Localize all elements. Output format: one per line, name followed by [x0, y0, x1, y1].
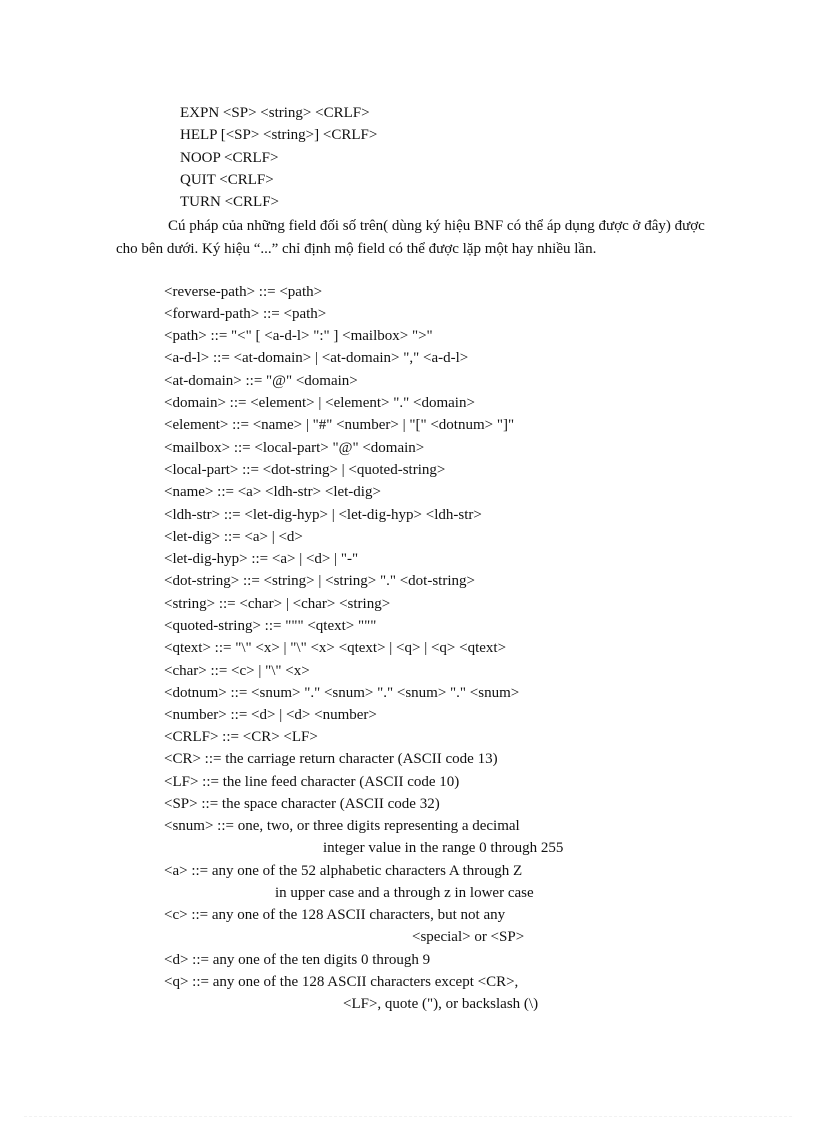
grammar-rule: <SP> ::= the space character (ASCII code 32) [164, 796, 440, 812]
grammar-rule: <LF> ::= the line feed character (ASCII code 10) [164, 774, 460, 790]
grammar-rule: <forward-path> ::= <path> [164, 306, 327, 322]
grammar-rule: <number> ::= <d> | <d> <number> [164, 707, 377, 723]
grammar-rule: <dot-string> ::= <string> | <string> "." <dot-string> [164, 573, 475, 589]
grammar-rule: <element> ::= <name> | "#" <number> | "[" <dotnum> "]" [164, 417, 515, 433]
grammar-rule: <CRLF> ::= <CR> <LF> [164, 729, 318, 745]
command-line: HELP [<SP> <string>] <CRLF> [180, 127, 378, 143]
snum-definition-continued: integer value in the range 0 through 255 [323, 840, 564, 856]
grammar-rule: <local-part> ::= <dot-string> | <quoted-string> [164, 462, 446, 478]
a-definition-continued: in upper case and a through z in lower case [275, 885, 534, 901]
grammar-rule: <ldh-str> ::= <let-dig-hyp> | <let-dig-hyp> <ldh-str> [164, 507, 482, 523]
grammar-rule: <char> ::= <c> | "\" <x> [164, 663, 310, 679]
grammar-rule: <mailbox> ::= <local-part> "@" <domain> [164, 440, 425, 456]
grammar-rule: <CR> ::= the carriage return character (ASCII code 13) [164, 751, 498, 767]
grammar-rule: <at-domain> ::= "@" <domain> [164, 373, 358, 389]
grammar-rule: <a-d-l> ::= <at-domain> | <at-domain> "," <a-d-l> [164, 350, 469, 366]
c-definition: <c> ::= any one of the 128 ASCII characters, but not any [164, 907, 506, 923]
page-bottom-divider [24, 1116, 792, 1117]
grammar-rule: <name> ::= <a> <ldh-str> <let-dig> [164, 484, 381, 500]
command-line: QUIT <CRLF> [180, 172, 274, 188]
q-definition: <q> ::= any one of the 128 ASCII characters except <CR>, [164, 974, 519, 990]
grammar-rule: <qtext> ::= "\" <x> | "\" <x> <qtext> | <q> | <q> <qtext> [164, 640, 507, 656]
q-definition-continued: <LF>, quote ("), or backslash (\) [343, 996, 539, 1012]
a-definition: <a> ::= any one of the 52 alphabetic characters A through Z [164, 863, 523, 879]
grammar-rule: <path> ::= "<" [ <a-d-l> ":" ] <mailbox> ">" [164, 328, 433, 344]
d-definition: <d> ::= any one of the ten digits 0 through 9 [164, 952, 431, 968]
grammar-rule: <string> ::= <char> | <char> <string> [164, 596, 391, 612]
command-line: TURN <CRLF> [180, 194, 280, 210]
snum-definition: <snum> ::= one, two, or three digits representing a decimal [164, 818, 520, 834]
grammar-rule: <reverse-path> ::= <path> [164, 284, 323, 300]
grammar-rule: <dotnum> ::= <snum> "." <snum> "." <snum> "." <snum> [164, 685, 520, 701]
grammar-rule: <let-dig-hyp> ::= <a> | <d> | "-" [164, 551, 359, 567]
grammar-rule: <quoted-string> ::= """ <qtext> """ [164, 618, 377, 634]
grammar-rule: <domain> ::= <element> | <element> "." <domain> [164, 395, 475, 411]
command-line: EXPN <SP> <string> <CRLF> [180, 105, 370, 121]
command-line: NOOP <CRLF> [180, 150, 279, 166]
grammar-rule: <let-dig> ::= <a> | <d> [164, 529, 303, 545]
c-definition-continued: <special> or <SP> [412, 929, 525, 945]
intro-paragraph: Cú pháp của những field đối số trên( dùng ký hiệu BNF có thể áp dụng được ở đây) được cho bên dưới. Ký hiệu “...” chỉ định mộ field có thể được lặp một hay nhiều lần. [116, 218, 705, 257]
